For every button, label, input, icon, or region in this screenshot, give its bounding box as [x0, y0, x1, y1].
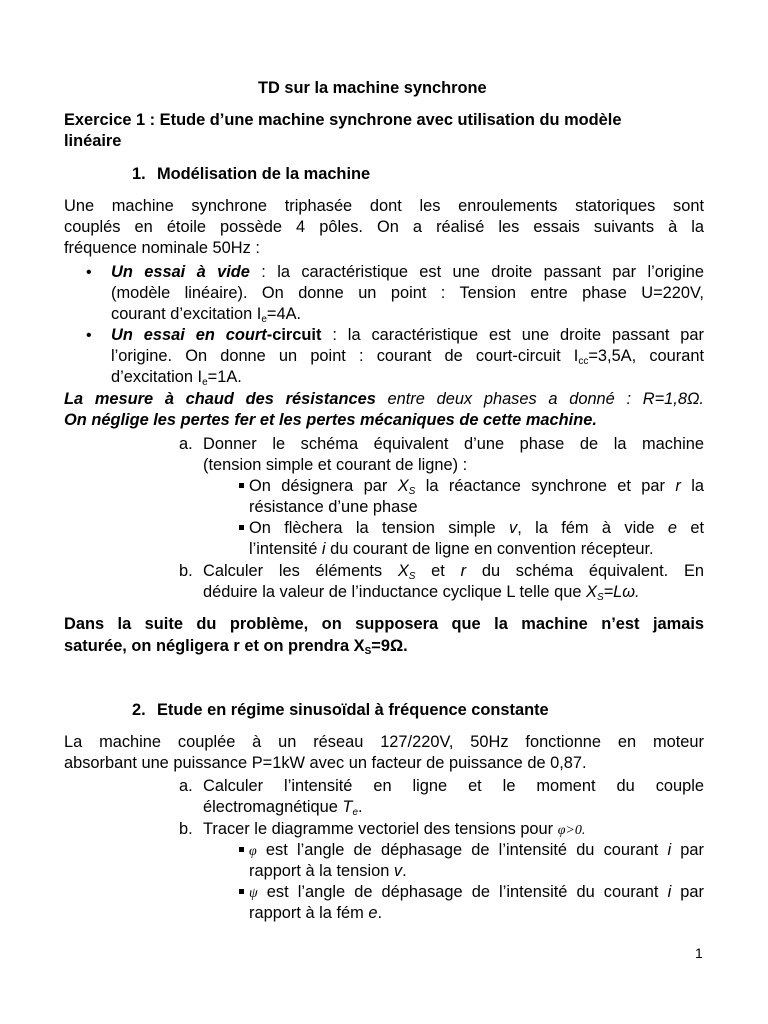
sub1-line-1: On désignera par $X_S$ la réactance synchrone et par r la [249, 477, 705, 497]
s2-sub1-line-1: φ est l’angle de déphasage de l’intensité du courant i par [249, 841, 704, 859]
bullet-dot-icon: • [86, 264, 92, 281]
item-a-label: a. [179, 435, 193, 453]
s2-sub2-line-1: ψ est l’angle de déphasage de l’intensité du courant i par [249, 883, 704, 901]
bullet1-line-2: (modèle linéaire). On donne un point : Tension entre phase U=220V, [111, 284, 704, 302]
exercise-heading-cont: linéaire [64, 132, 122, 150]
mesure-line-1: La mesure à chaud des résistances entre deux phases a donné : R=1,8Ω. [64, 390, 704, 408]
section1-heading: Modélisation de la machine [157, 165, 371, 183]
section1-number: 1. [132, 165, 146, 183]
page-title: TD sur la machine synchrone [258, 79, 487, 97]
s2-sub1-line-2: rapport à la tension v. [249, 862, 407, 880]
item-a-line-2: (tension simple et courant de ligne) : [203, 456, 468, 474]
bullet1-line-1 [111, 262, 704, 283]
mesure-line-2: On néglige les pertes fer et les pertes mécaniques de cette machine. [64, 411, 597, 429]
item-b-label: b. [179, 562, 193, 580]
bullet2-line-1: Un essai en court-circuit : la caractéristique est une droite passant par [111, 326, 704, 344]
square-bullet-icon [239, 847, 244, 852]
bullet-dot-icon: • [86, 327, 92, 344]
s2-sub2-line-2: rapport à la fém e. [249, 904, 383, 922]
square-bullet-icon [239, 525, 244, 530]
s2-item-a-line-1: Calculer l’intensité en ligne et le moment du couple [203, 777, 704, 795]
bullet1-rest: : la caractéristique est une droite passant par l’origine [249, 263, 704, 281]
item-b-line-2: déduire la valeur de l’inductance cyclique L telle que $X_S=L\omega$. [203, 583, 640, 603]
square-bullet-icon [239, 889, 244, 894]
s2-intro-line-2: absorbant une puissance P=1kW avec un facteur de puissance de 0,87. [64, 754, 587, 772]
item-a-line-1: Donner le schéma équivalent d’une phase de la machine [203, 435, 704, 453]
item-b-line-1: Calculer les éléments $X_S$ et r du schéma équivalent. En [203, 562, 705, 582]
bullet1-line-3: courant d’excitation $I_e=4A$. [111, 305, 302, 325]
s2-item-b-label: b. [179, 820, 193, 838]
bullet2-line-2: l’origine. On donne un point : courant de court-circuit $I_{cc}=3,5A$, courant [111, 347, 704, 367]
sub2-line-1: On flèchera la tension simple v, la fém à vide e et [249, 519, 705, 537]
s2-item-a-line-2: électromagnétique $T_e$. [203, 798, 363, 818]
s2-intro-line-1: La machine couplée à un réseau 127/220V, 50Hz fonctionne en moteur [64, 733, 704, 751]
s2-item-a-label: a. [179, 777, 193, 795]
page-number: 1 [695, 945, 703, 961]
assumption-line-2: saturée, on négligera r et on prendra $X_S=9\Omega$. [64, 637, 408, 657]
section2-number: 2. [132, 701, 146, 719]
square-bullet-icon [239, 483, 244, 488]
sub2-line-2: l’intensité i du courant de ligne en convention récepteur. [249, 540, 654, 558]
intro-line-3: fréquence nominale 50Hz : [64, 239, 260, 257]
intro-line-2: couplés en étoile possède 4 pôles. On a réalisé les essais suivants à la [64, 218, 704, 236]
bullet2-line-3: d’excitation $I_e=1A$. [111, 368, 242, 388]
sub1-line-2: résistance d’une phase [249, 498, 418, 516]
intro-line-1: Une machine synchrone triphasée dont les enroulements statoriques sont [64, 197, 704, 215]
exercise-heading: Exercice 1 : Etude d’une machine synchrone avec utilisation du modèle [64, 111, 622, 129]
section2-heading: Etude en régime sinusoïdal à fréquence constante [157, 701, 549, 719]
bullet1-lead: Un essai à vide [111, 263, 250, 281]
assumption-line-1: Dans la suite du problème, on supposera que la machine n’est jamais [64, 615, 704, 633]
s2-item-b-line-1: Tracer le diagramme vectoriel des tensions pour φ>0. [203, 820, 586, 838]
